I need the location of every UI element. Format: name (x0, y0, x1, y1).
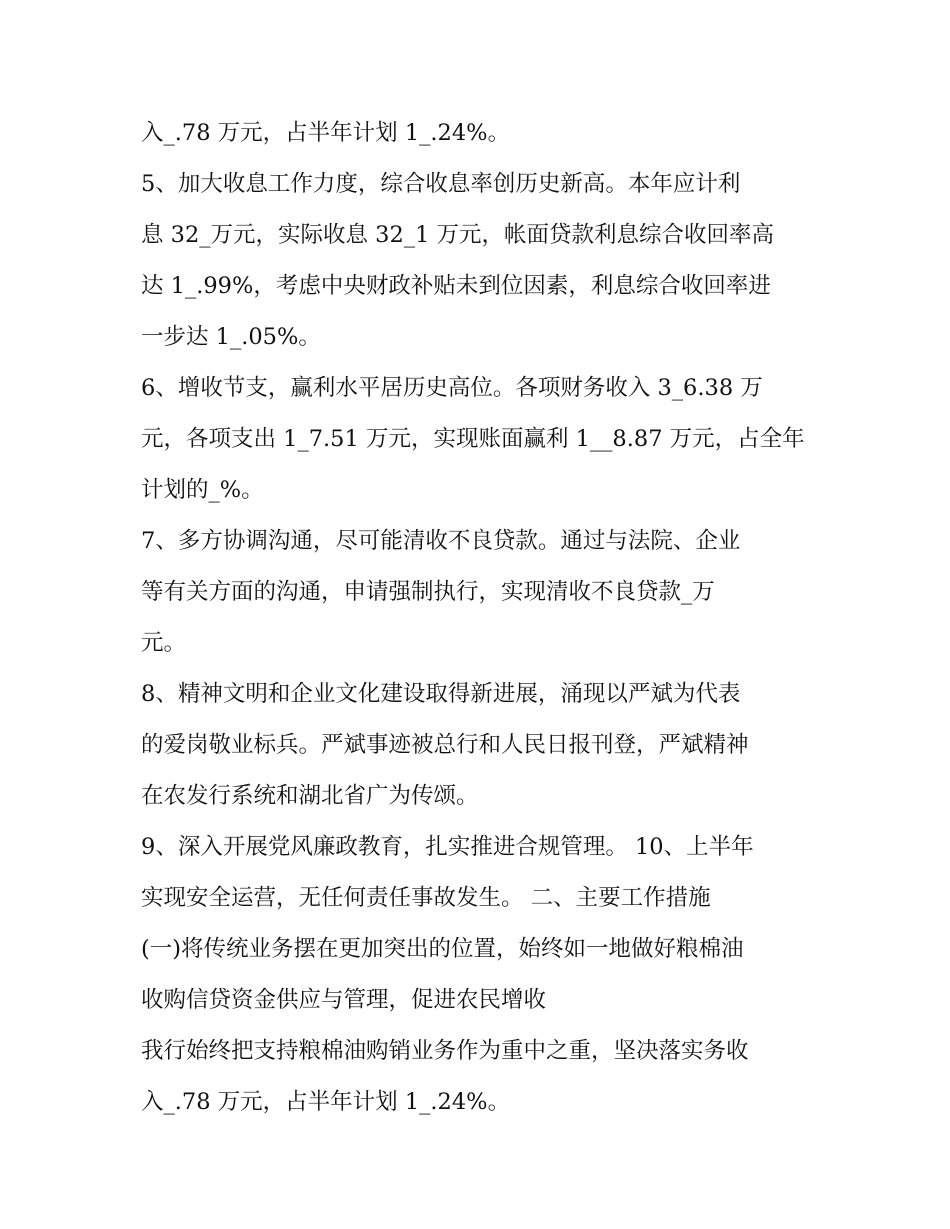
text-line-16: 实现安全运营，无任何责任事故发生。 二、主要工作措施 (141, 885, 711, 911)
text-line-4: 达 1_.99%，考虑中央财政补贴未到位因素，利息综合收回率进 (141, 273, 771, 299)
text-line-5: 一步达 1_.05%。 (141, 324, 321, 350)
text-line-13: 的爱岗敬业标兵。严斌事迹被总行和人民日报刊登，严斌精神 (141, 732, 749, 758)
text-line-17: (一)将传统业务摆在更加突出的位置，始终如一地做好粮棉油 (141, 936, 744, 962)
text-line-3: 息 32_万元，实际收息 32_1 万元，帐面贷款利息综合收回率高 (141, 222, 775, 248)
text-line-20: 入_.78 万元，占半年计划 1_.24%。 (141, 1089, 511, 1115)
text-line-12: 8、精神文明和企业文化建设取得新进展，涌现以严斌为代表 (141, 681, 741, 707)
text-line-11: 元。 (141, 630, 187, 656)
text-line-10: 等有关方面的沟通，申请强制执行，实现清收不良贷款_万 (141, 579, 715, 605)
text-line-9: 7、多方协调沟通，尽可能清收不良贷款。通过与法院、企业 (141, 528, 741, 554)
text-line-7: 元，各项支出 1_7.51 万元，实现账面赢利 1__8.87 万元，占全年 (141, 426, 805, 452)
text-line-8: 计划的_%。 (141, 477, 264, 503)
document-body (141, 108, 821, 1128)
text-line-14: 在农发行系统和湖北省广为传颂。 (141, 783, 479, 809)
text-line-1: 入_.78 万元，占半年计划 1_.24%。 (141, 120, 511, 146)
text-line-18: 收购信贷资金供应与管理，促进农民增收 (141, 987, 547, 1013)
text-line-19: 我行始终把支持粮棉油购销业务作为重中之重，坚决落实务收 (141, 1038, 749, 1064)
text-line-6: 6、增收节支，赢利水平居历史高位。各项财务收入 3_6.38 万 (141, 375, 763, 401)
text-line-2: 5、加大收息工作力度，综合收息率创历史新高。本年应计利 (141, 171, 741, 197)
text-line-15: 9、深入开展党风廉政教育，扎实推进合规管理。 10、上半年 (141, 834, 754, 860)
